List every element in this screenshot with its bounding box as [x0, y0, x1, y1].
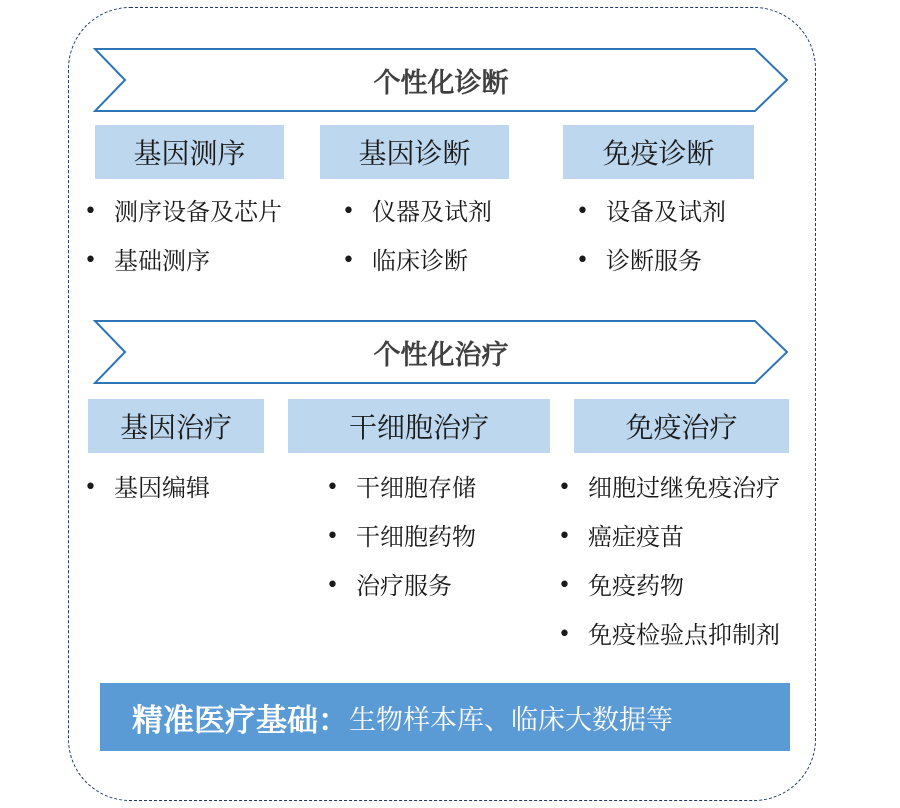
list-item: • 癌症疫苗: [558, 525, 780, 549]
list-item: • 基础测序: [84, 249, 282, 273]
list-item: • 设备及试剂: [576, 200, 726, 224]
list-item: • 仪器及试剂: [342, 200, 492, 224]
gene-diagnosis-list: [342, 200, 492, 298]
precision-medicine-foundation-bar: [100, 683, 790, 751]
list-item: • 干细胞药物: [326, 525, 476, 549]
immune-diagnosis-list: [576, 200, 726, 298]
gene-therapy-box: 基因治疗: [88, 399, 264, 453]
gene-diagnosis-box: 基因诊断: [320, 125, 509, 179]
diagnosis-banner: [92, 47, 790, 113]
gene-sequencing-list: [84, 200, 282, 298]
immunotherapy-list: [558, 476, 780, 672]
stem-cell-therapy-box: 干细胞治疗: [288, 399, 550, 453]
foundation-detail: 生物样本库、临床大数据等: [349, 704, 673, 736]
list-item: • 测序设备及芯片: [84, 200, 282, 224]
list-item: • 治疗服务: [326, 574, 476, 598]
list-item: • 免疫药物: [558, 574, 780, 598]
list-item: • 基因编辑: [84, 476, 210, 500]
list-item: • 临床诊断: [342, 249, 492, 273]
gene-therapy-list: [84, 476, 210, 525]
list-item: • 免疫检验点抑制剂: [558, 623, 780, 647]
immune-diagnosis-box: 免疫诊断: [563, 125, 754, 179]
list-item: • 诊断服务: [576, 249, 726, 273]
immunotherapy-box: 免疫治疗: [574, 399, 789, 453]
gene-sequencing-box: 基因测序: [95, 125, 284, 179]
list-item: • 干细胞存储: [326, 476, 476, 500]
diagnosis-title: 个性化诊断: [373, 67, 509, 99]
stem-cell-therapy-list: [326, 476, 476, 623]
treatment-title: 个性化治疗: [373, 339, 509, 371]
treatment-banner: [92, 319, 790, 385]
foundation-label: 精准医疗基础：: [132, 702, 349, 739]
list-item: • 细胞过继免疫治疗: [558, 476, 780, 500]
